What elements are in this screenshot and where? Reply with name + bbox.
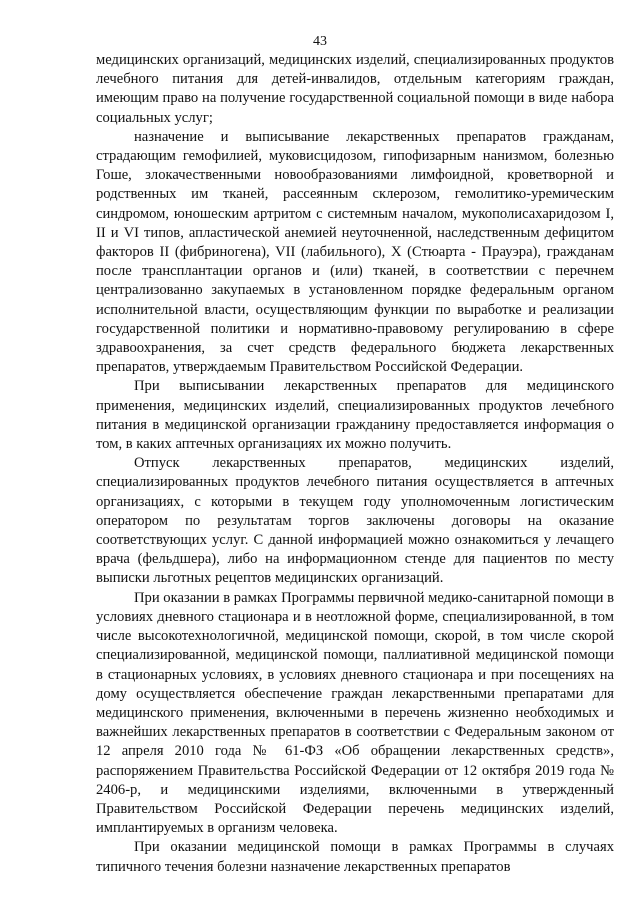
body-text xyxy=(96,51,614,877)
paragraph-4: Отпуск лекарственных препаратов, медицинских изделий, специализированных продуктов лечебного питания осуществляется в аптечных организациях, с которыми в текущем году уполномоченным логистическим оператором по результатам торгов заключены договоры на оказание соответствующих услуг. С данной информацией можно ознакомиться у лечащего врача (фельдшера), либо на информационном стенде для пациентов по месту выписки льготных рецептов медицинских организаций. xyxy=(96,455,614,587)
paragraph-2: назначение и выписывание лекарственных препаратов гражданам, страдающим гемофилией, муковисцидозом, гипофизарным нанизмом, болезнью Гоше, злокачественными новообразованиями лимфоидной, кроветворной и родственных им тканей, рассеянным склерозом, гемолитико-уремическим синдромом, юношеским артритом с системным началом, мукополисахаридозом I, II и VI типов, апластической анемией неуточненной, наследственным дефицитом факторов II (фибриногена), VII (лабильного), X (Стюарта - Прауэра), гражданам после трансплантации органов и (или) тканей, в соответствии с перечнем централизованно закупаемых в установленном порядке федеральным органом исполнительной власти, осуществляющим функции по выработке и реализации государственной политики и нормативно-правовому регулированию в сфере здравоохранения, за счет средств федерального бюджета лекарственных препаратов, утверждаемым Правительством Российской Федерации. xyxy=(96,128,614,376)
paragraph-1: медицинских организаций, медицинских изделий, специализированных продуктов лечебного питания для детей-инвалидов, отдельным категориям граждан, имеющим право на получение государственной социальной помощи в виде набора социальных услуг; xyxy=(96,52,614,126)
paragraph-3: При выписывании лекарственных препаратов для медицинского применения, медицинских изделий, специализированных продуктов лечебного питания в медицинской организации гражданину предоставляется информация о том, в каких аптечных организациях их можно получить. xyxy=(96,378,614,453)
paragraph-6: При оказании медицинской помощи в рамках Программы в случаях типичного течения болезни назначение лекарственных препаратов xyxy=(96,839,614,875)
page-number: 43 xyxy=(313,34,327,49)
paragraph-5: При оказании в рамках Программы первичной медико-санитарной помощи в условиях дневного стационара и в неотложной форме, специализированной, в том числе высокотехнологичной, медицинской помощи, скорой, в том числе скорой специализированной, медицинской помощи, паллиативной медицинской помощи в стационарных условиях, в условиях дневного стационара и при посещениях на дому осуществляется обеспечение граждан лекарственными препаратами для медицинского применения, включенными в перечень жизненно необходимых и важнейших лекарственных препаратов в соответствии с Федеральным законом от 12 апреля 2010 года № 61-ФЗ «Об обращении лекарственных средств», распоряжением Правительства Российской Федерации от 12 октября 2019 года № 2406-р, и медицинскими изделиями, включенными в утвержденный Правительством Российской Федерации перечень медицинских изделий, имплантируемых в организм человека. xyxy=(96,589,614,837)
